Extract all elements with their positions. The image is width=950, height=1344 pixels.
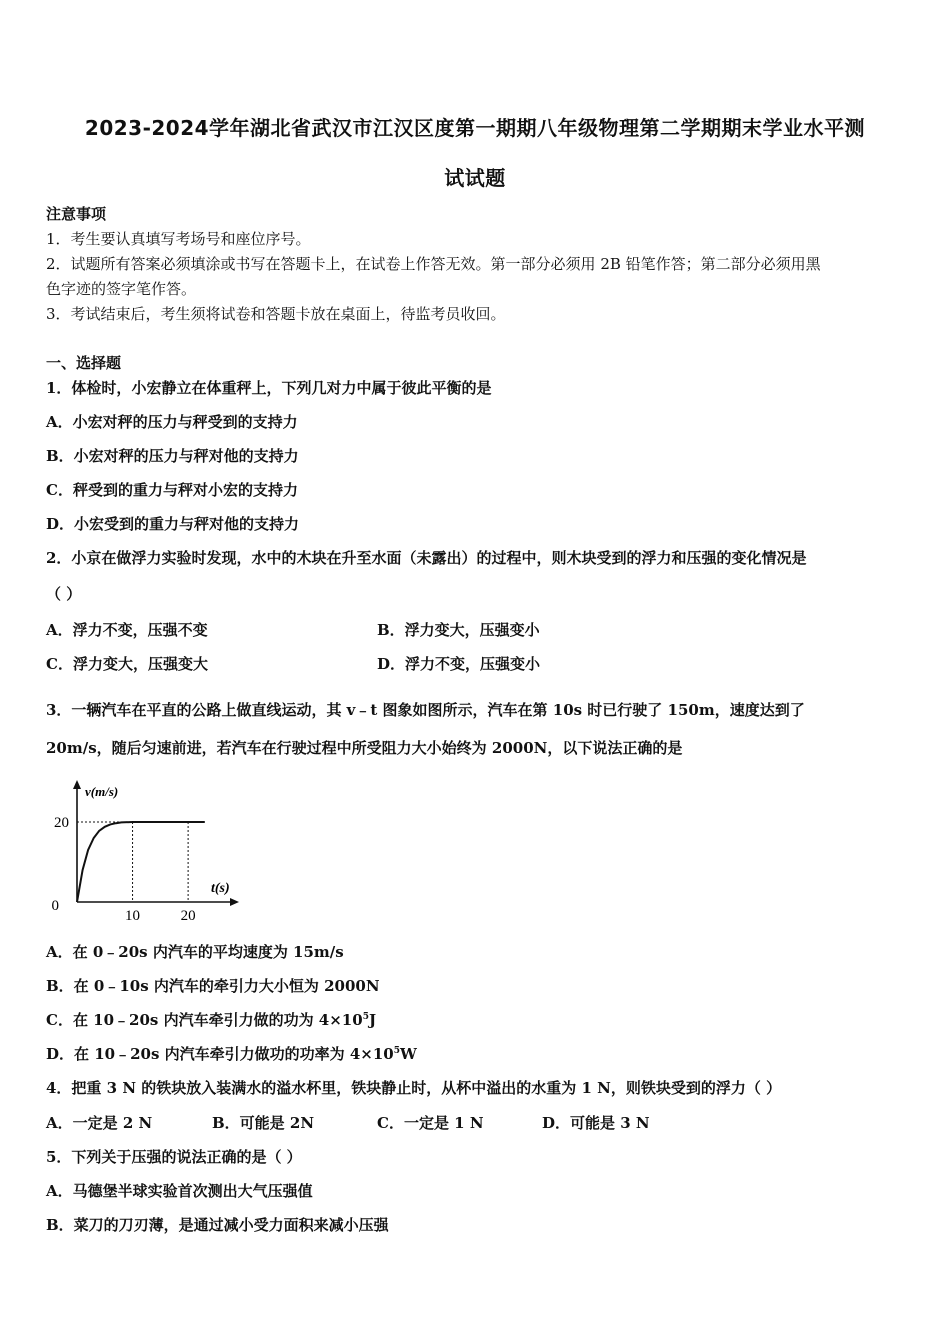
origin-label: 0 [51, 898, 59, 914]
q5-stem: 5．下列关于压强的说法正确的是（ ） [46, 1148, 302, 1166]
q1-option-a: A．小宏对秤的压力与秤受到的支持力 [46, 413, 298, 431]
notice-item-2-cont: 色字迹的签字笔作答。 [46, 280, 197, 298]
exam-title-line2: 试试题 [444, 166, 506, 190]
q1-option-d: D．小宏受到的重力与秤对他的支持力 [46, 515, 300, 533]
q4-option-b: B．可能是 2N [212, 1114, 315, 1132]
q3-stem: 3．一辆汽车在平直的公路上做直线运动，其 v﹣t 图象如图所示，汽车在第 10s 时已行驶了 150m，速度达到了 [46, 701, 805, 719]
q4-option-d: D．可能是 3 N [542, 1114, 650, 1132]
q3-option-a: A．在 0﹣20s 内汽车的平均速度为 15m/s [46, 943, 344, 961]
q3-stem-cont: 20m/s，随后匀速前进，若汽车在行驶过程中所受阻力大小始终为 2000N，以下说法正确的是 [46, 739, 683, 757]
q1-option-b: B．小宏对秤的压力与秤对他的支持力 [46, 447, 299, 465]
chart-labels [52, 784, 230, 924]
q3-option-b: B．在 0﹣10s 内汽车的牵引力大小恒为 2000N [46, 977, 380, 995]
x-tick-label-20: 20 [180, 908, 196, 924]
y-axis-label: v(m/s) [85, 784, 119, 799]
exam-title-line1: 2023-2024学年湖北省武汉市江汉区度第一期期八年级物理第二学期期末学业水平测 [84, 116, 866, 140]
q5-option-a: A．马德堡半球实验首次测出大气压强值 [46, 1182, 313, 1200]
q3-option-c: C．在 10﹣20s 内汽车牵引力做的功为 $4\times 10^5J$ [46, 1011, 377, 1029]
q2-option-d: D．浮力不变，压强变小 [377, 655, 541, 673]
q2-stem-bracket: （ ） [46, 585, 82, 603]
q3-option-d: D．在 10﹣20s 内汽车牵引力做功的功率为 $4\times 10^5W$ [46, 1045, 417, 1063]
q4-option-a: A．一定是 2 N [46, 1114, 153, 1132]
chart-guide-lines [77, 822, 188, 902]
notice-item-1: 1．考生要认真填写考场号和座位序号。 [46, 230, 311, 248]
q2-stem: 2．小京在做浮力实验时发现，水中的木块在升至水面（未露出）的过程中，则木块受到的浮力和压强的变化情况是 [46, 549, 807, 567]
x-axis-arrow [230, 898, 239, 906]
velocity-curve [77, 822, 205, 902]
y-axis-arrow [73, 780, 81, 789]
notice-item-3: 3．考试结束后，考生须将试卷和答题卡放在桌面上，待监考员收回。 [46, 305, 506, 323]
vt-graph [40, 778, 240, 928]
q4-option-c: C．一定是 1 N [377, 1114, 484, 1132]
q4-stem: 4．把重 3 N 的铁块放入装满水的溢水杯里，铁块静止时，从杯中溢出的水重为 1 N，则铁块受到的浮力（ ） [46, 1079, 782, 1097]
q2-option-b: B．浮力变大，压强变小 [377, 621, 540, 639]
q5-option-b: B．菜刀的刀刃薄，是通过减小受力面积来减小压强 [46, 1216, 389, 1234]
notice-heading: 注意事项 [46, 205, 107, 223]
x-axis-label: t(s) [211, 881, 230, 896]
section-heading: 一、选择题 [46, 354, 122, 372]
q1-stem: 1．体检时，小宏静立在体重秤上，下列几对力中属于彼此平衡的是 [46, 379, 492, 397]
y-tick-label-20: 20 [54, 815, 69, 831]
q2-option-a: A．浮力不变，压强不变 [46, 621, 208, 639]
q2-option-c: C．浮力变大，压强变大 [46, 655, 208, 673]
q1-option-c: C．秤受到的重力与秤对小宏的支持力 [46, 481, 298, 499]
notice-item-2: 2．试题所有答案必须填涂或书写在答题卡上，在试卷上作答无效。第一部分必须用 2B 铅笔作答；第二部分必须用黑 [46, 255, 821, 273]
x-tick-label-10: 10 [125, 908, 141, 924]
